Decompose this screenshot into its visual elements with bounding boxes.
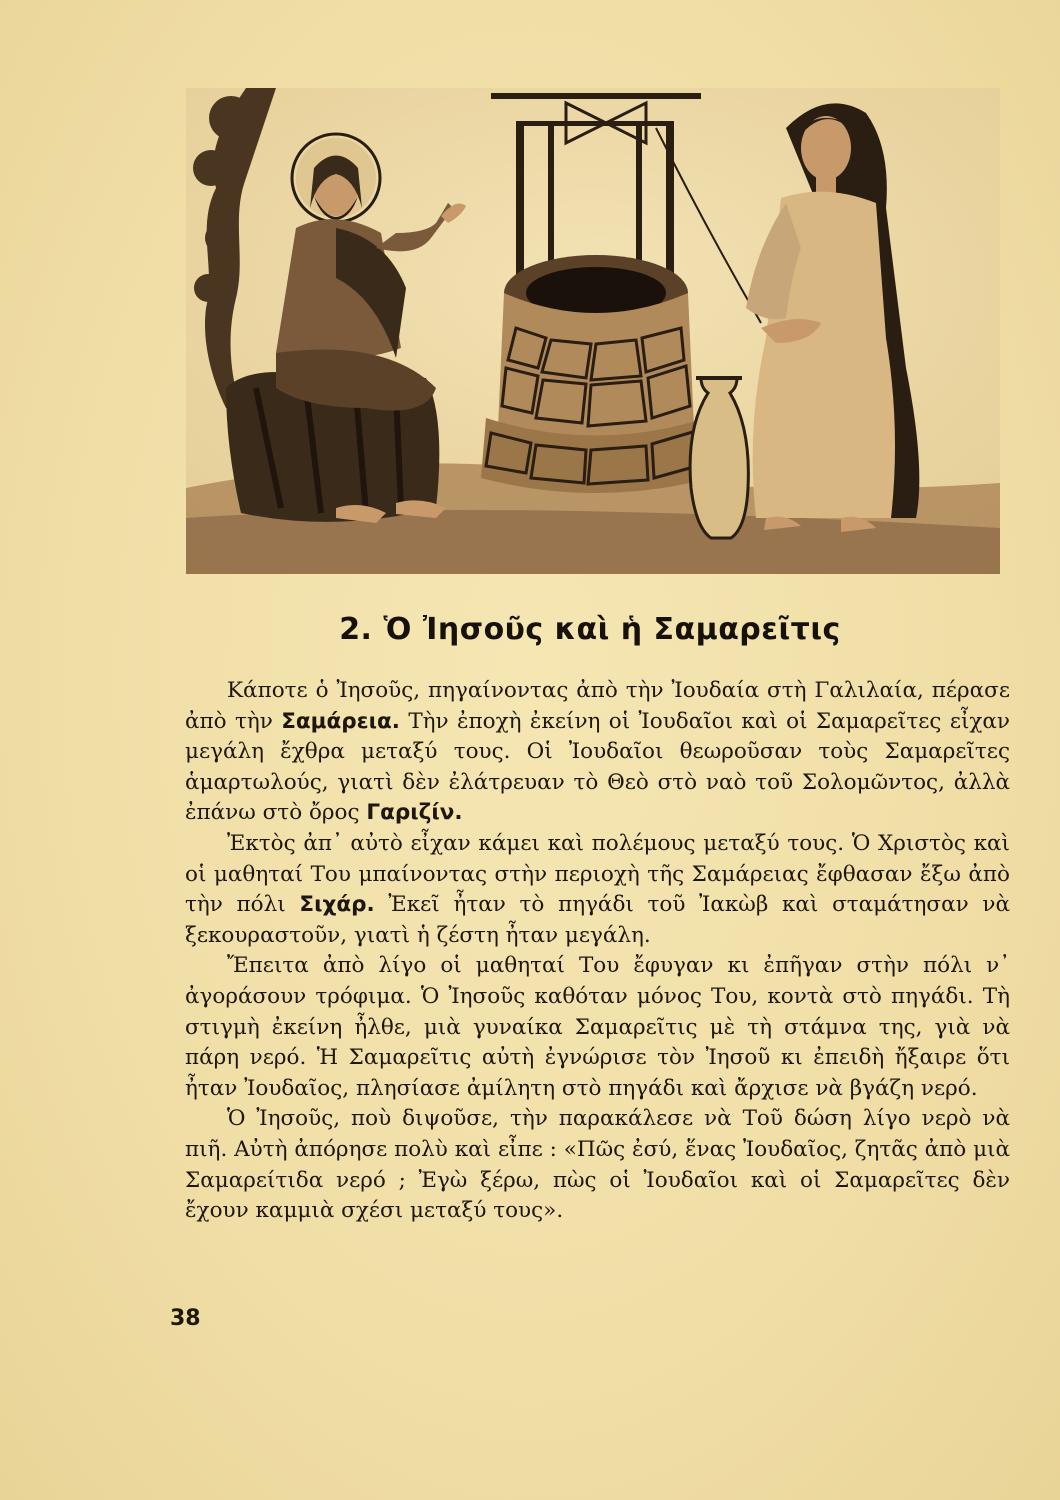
chapter-title: 2. Ὁ Ἰησοῦς καὶ ἡ Σαμαρεῖτις xyxy=(339,612,841,647)
bold-term: Γαριζίν. xyxy=(366,800,463,826)
paragraph xyxy=(185,951,1010,1104)
text-run: Τὴν ἐποχὴ ἐκείνη οἱ Ἰουδαῖοι καὶ οἱ Σαμαρεῖτες εἶχαν μεγάλη ἔχθρα μεταξύ τους. Οἱ Ἰουδαῖοι θεωροῦσαν τοὺς Σαμαρεῖτες ἁμαρτωλούς, γιατὶ δὲν ἐλάτρευαν τὸ Θεὸ στὸ ναὸ τοῦ Σολομῶντος, ἀλλὰ ἐπάνω στὸ ὄρος xyxy=(185,708,1010,826)
body-text xyxy=(185,676,1010,1227)
text-run: Ἐκεῖ ἦταν τὸ πηγάδι τοῦ Ἰακὼβ καὶ σταμάτησαν νὰ ξεκουραστοῦν, γιατὶ ἡ ζέστη ἦταν μεγάλη. xyxy=(185,892,1010,948)
paragraph xyxy=(185,829,1010,951)
text-run: Ὁ Ἰησοῦς, ποὺ διψοῦσε, τὴν παρακάλεσε νὰ Τοῦ δώση λίγο νερὸ νὰ πιῆ. Αὐτὴ ἀπόρησε πολὺ καὶ εἶπε : «Πῶς ἐσύ, ἕνας Ἰουδαῖος, ζητᾶς ἀπὸ μιὰ Σαμαρείτιδα νερό ; Ἐγὼ ξέρω, πὼς οἱ Ἰουδαῖοι καὶ οἱ Σαμαρεῖτες δὲν ἔχουν καμμιὰ σχέσι μεταξύ τους». xyxy=(185,1106,1010,1224)
page-number: 38 xyxy=(170,1306,201,1331)
illustration-jesus-samaritan-woman-at-well xyxy=(186,88,1000,574)
text-run: Κάποτε ὁ Ἰησοῦς, πηγαίνοντας ἀπὸ τὴν Ἰουδαία στὴ Γαλιλαία, πέρασε ἀπὸ τὴν xyxy=(185,678,1010,734)
paragraph xyxy=(185,1104,1010,1226)
bold-term: Σαμάρεια. xyxy=(281,708,400,734)
text-run: Ἐκτὸς ἀπ᾿ αὐτὸ εἶχαν κάμει καὶ πολέμους μεταξύ τους. Ὁ Χριστὸς καὶ οἱ μαθηταί Του μπαίνοντας στὴν περιοχὴ τῆς Σαμάρειας ἔφθασαν ἔξω ἀπὸ τὴν πόλι xyxy=(185,830,1010,918)
text-run: Ἔπειτα ἀπὸ λίγο οἱ μαθηταί Του ἔφυγαν κι ἐπῆγαν στὴν πόλι ν᾿ ἀγοράσουν τρόφιμα. Ὁ Ἰησοῦς καθόταν μόνος Του, κοντὰ στὸ πηγάδι. Τὴ στιγμὴ ἐκείνη ἦλθε, μιὰ γυναίκα Σαμαρεῖτις μὲ τὴ στάμνα της, γιὰ νὰ πάρη νερό. Ἡ Σαμαρεῖτις αὐτὴ ἐγνώρισε τὸν Ἰησοῦ κι ἐπειδὴ ἤξαιρε ὅτι ἦταν Ἰουδαῖος, πλησίασε ἀμίλητη στὸ πηγάδι καὶ ἄρχισε νὰ βγάζη νερό. xyxy=(185,953,1010,1101)
bold-term: Σιχάρ. xyxy=(299,892,375,918)
paragraph xyxy=(185,676,1010,829)
